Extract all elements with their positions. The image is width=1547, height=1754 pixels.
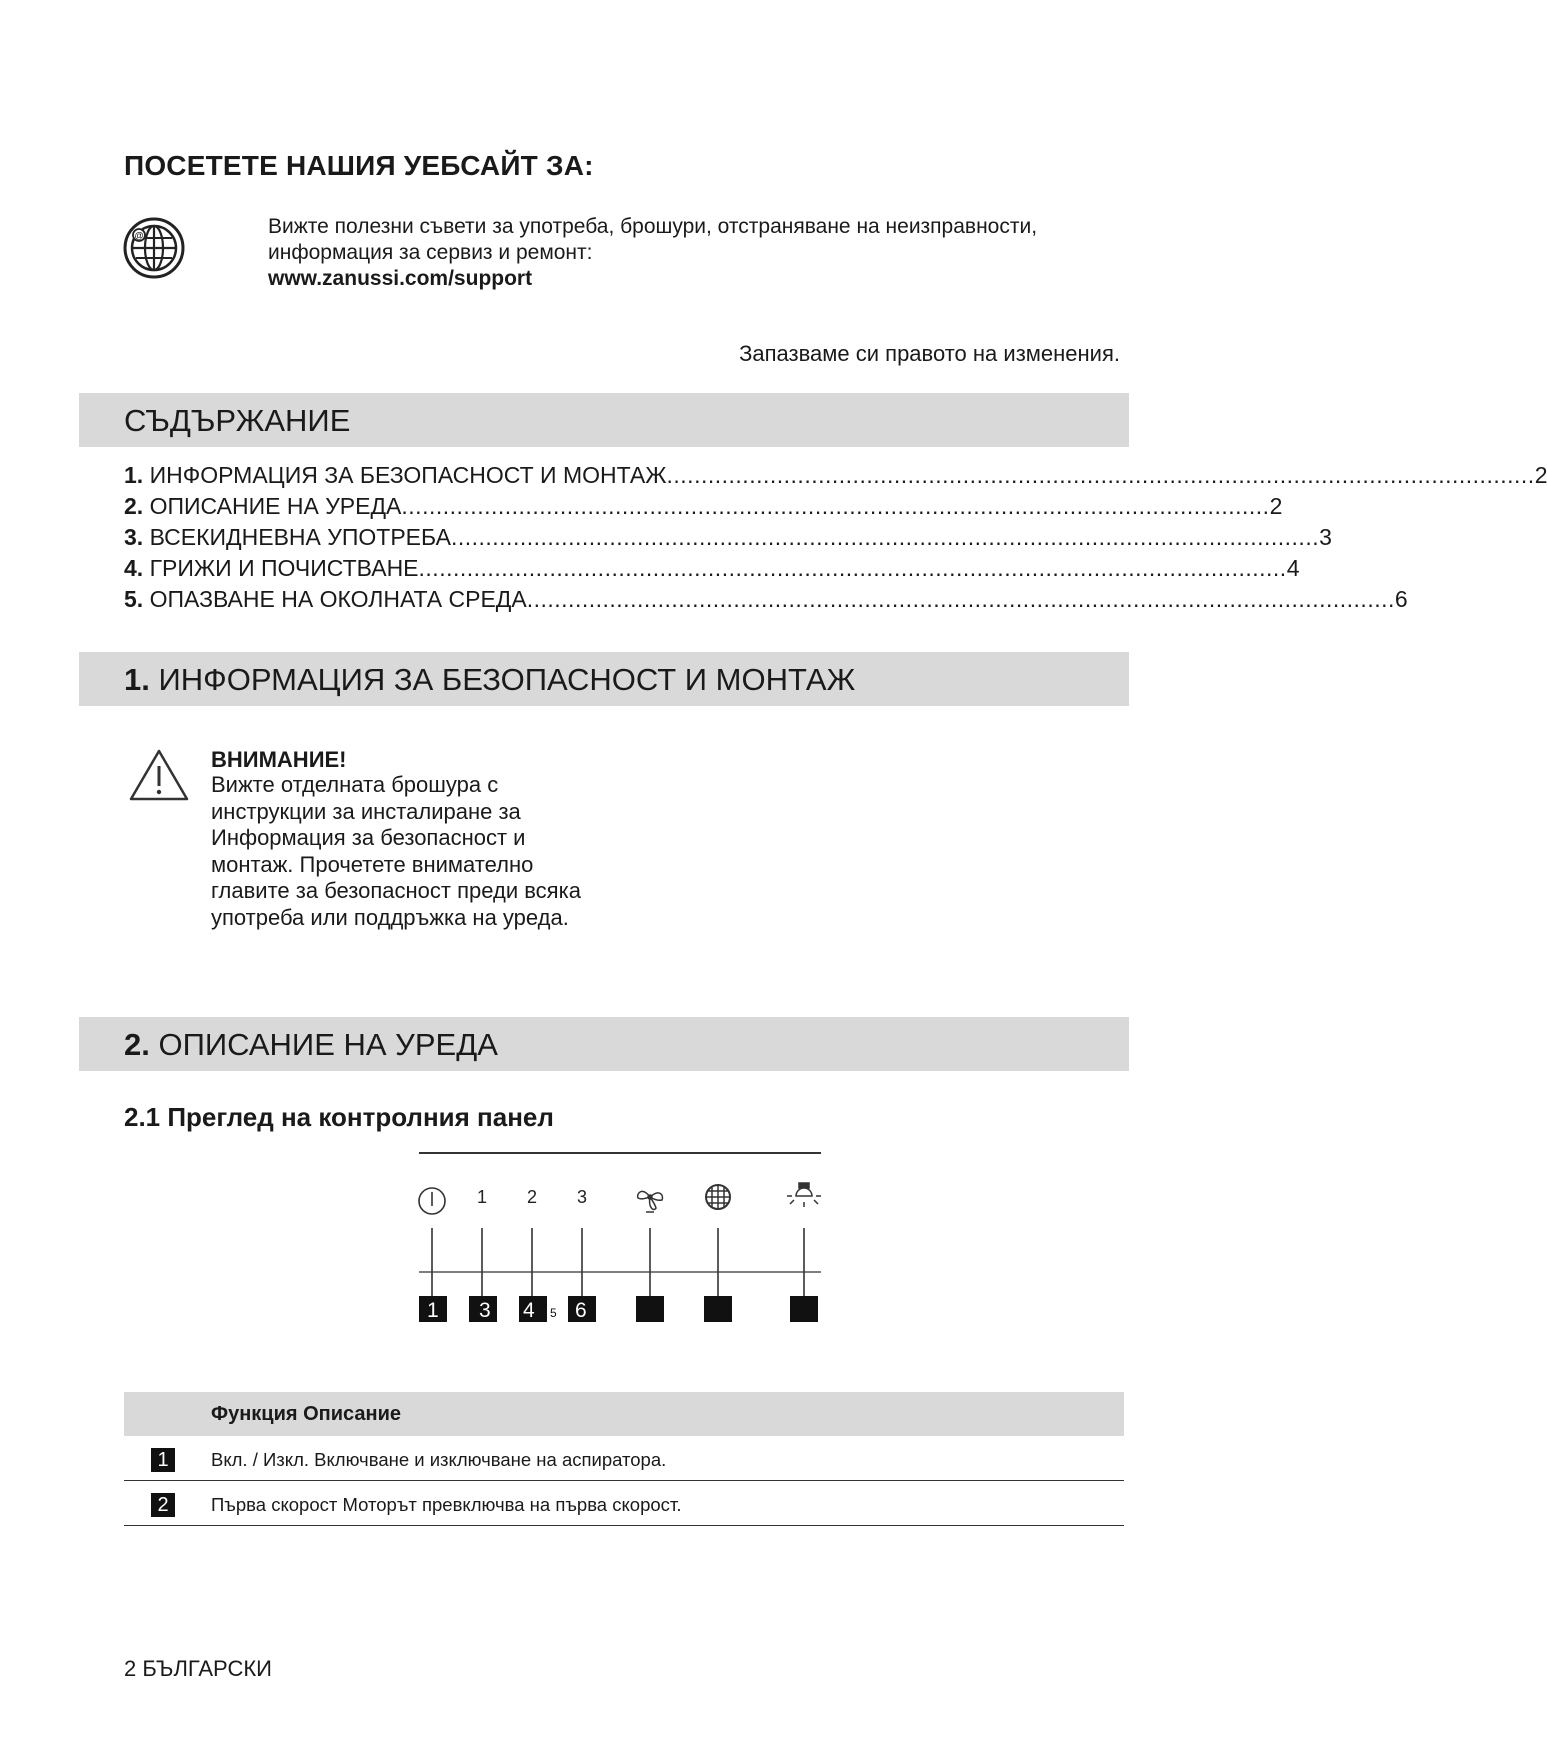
speed-1-symbol: 1 bbox=[476, 1187, 488, 1207]
function-table-header bbox=[124, 1392, 1124, 1436]
toc-item-number: 2. bbox=[124, 493, 144, 519]
support-link[interactable]: www.zanussi.com/support bbox=[268, 267, 533, 290]
control-panel-diagram bbox=[410, 1150, 830, 1340]
toc-item-number: 3. bbox=[124, 524, 144, 550]
svg-text:6: 6 bbox=[575, 1299, 587, 1322]
visit-heading: ПОСЕТЕТЕ НАШИЯ УЕБСАЙТ ЗА: bbox=[124, 150, 594, 181]
toc-leader: .............................................................................................................................. bbox=[450, 524, 1320, 550]
toc-leader: .............................................................................................................................. bbox=[401, 493, 1270, 519]
svg-text:@: @ bbox=[134, 230, 144, 241]
toc-item-number: 4. bbox=[124, 555, 144, 581]
callout-box bbox=[636, 1296, 664, 1322]
svg-text:1: 1 bbox=[427, 1299, 439, 1322]
reserve-note: Запазваме си правото на изменения. bbox=[739, 341, 1120, 366]
table-of-contents bbox=[124, 462, 1547, 617]
toc-item-label: ГРИЖИ И ПОЧИСТВАНЕ bbox=[149, 555, 419, 581]
toc-item-number: 5. bbox=[124, 586, 144, 612]
contents-band bbox=[79, 393, 1129, 447]
toc-item-page: 6 bbox=[1394, 586, 1408, 612]
warning-title: ВНИМАНИЕ! bbox=[211, 747, 347, 772]
function-table-header-text: Функция Описание bbox=[211, 1403, 402, 1425]
filter-icon bbox=[706, 1185, 730, 1209]
toc-item[interactable] bbox=[124, 586, 1408, 617]
callout-3 bbox=[469, 1296, 497, 1322]
table-row bbox=[124, 1436, 1124, 1481]
section2-title-text: ОПИСАНИЕ НА УРЕДА bbox=[158, 1027, 498, 1062]
section1-number: 1. bbox=[124, 662, 150, 697]
svg-text:4: 4 bbox=[523, 1299, 535, 1322]
section1-title bbox=[124, 662, 855, 698]
light-icon bbox=[787, 1183, 821, 1207]
toc-item[interactable] bbox=[124, 555, 1300, 586]
speed-3-symbol: 3 bbox=[576, 1187, 588, 1207]
toc-item[interactable] bbox=[124, 493, 1283, 524]
callout-box bbox=[790, 1296, 818, 1322]
fan-boost-icon bbox=[638, 1191, 663, 1212]
callout-4-5 bbox=[519, 1296, 557, 1322]
toc-leader: .............................................................................................................................. bbox=[666, 462, 1535, 488]
row-description: Първа скорост Моторът превключва на първа скорост. bbox=[211, 1494, 682, 1515]
contents-title: СЪДЪРЖАНИЕ bbox=[124, 403, 351, 438]
toc-item[interactable] bbox=[124, 462, 1547, 493]
speed-2-symbol: 2 bbox=[526, 1187, 538, 1207]
toc-item-page: 3 bbox=[1319, 524, 1332, 550]
control-panel-heading: 2.1 Преглед на контролния панел bbox=[124, 1102, 554, 1132]
toc-item-label: ОПИСАНИЕ НА УРЕДА bbox=[149, 493, 402, 519]
toc-item-label: ИНФОРМАЦИЯ ЗА БЕЗОПАСНОСТ И МОНТАЖ bbox=[149, 462, 667, 488]
svg-text:5: 5 bbox=[550, 1306, 557, 1320]
visit-description bbox=[268, 214, 1128, 292]
callout-6 bbox=[568, 1296, 596, 1322]
callout-1 bbox=[419, 1296, 447, 1322]
visit-text: Вижте полезни съвети за употреба, брошури, отстраняване на неизправности, информация за сервиз и ремонт: bbox=[268, 215, 1038, 264]
toc-item-page: 2 bbox=[1269, 493, 1283, 519]
toc-item-page: 4 bbox=[1286, 555, 1300, 581]
section1-title-text: ИНФОРМАЦИЯ ЗА БЕЗОПАСНОСТ И МОНТАЖ bbox=[158, 662, 856, 697]
section2-number: 2. bbox=[124, 1027, 150, 1062]
toc-leader: .............................................................................................................................. bbox=[418, 555, 1287, 581]
row-number-badge: 2 bbox=[151, 1493, 175, 1517]
toc-item-label: ВСЕКИДНЕВНА УПОТРЕБА bbox=[149, 524, 451, 550]
power-icon bbox=[419, 1188, 445, 1214]
toc-item-number: 1. bbox=[124, 462, 144, 488]
section2-band bbox=[79, 1017, 1129, 1071]
section1-band bbox=[79, 652, 1129, 706]
globe-icon bbox=[122, 216, 186, 280]
page-footer: 2 БЪЛГАРСКИ bbox=[124, 1656, 272, 1681]
toc-item-page: 2 bbox=[1534, 462, 1547, 488]
table-row bbox=[124, 1481, 1124, 1526]
toc-item[interactable] bbox=[124, 524, 1332, 555]
toc-leader: .............................................................................................................................. bbox=[526, 586, 1395, 612]
callout-box bbox=[704, 1296, 732, 1322]
row-description: Вкл. / Изкл. Включване и изключване на аспиратора. bbox=[211, 1449, 667, 1470]
warning-triangle-icon bbox=[128, 748, 190, 802]
section2-title bbox=[124, 1027, 498, 1063]
svg-text:3: 3 bbox=[479, 1299, 491, 1322]
warning-text: Вижте отделната брошура с инструкции за инсталиране за Информация за безопасност и монтаж. Прочетете внимателно главите за безопасност преди всяка употреба или поддръжка на уреда. bbox=[211, 772, 581, 930]
row-number-badge: 1 bbox=[151, 1448, 175, 1472]
toc-item-label: ОПАЗВАНЕ НА ОКОЛНАТА СРЕДА bbox=[149, 586, 527, 612]
